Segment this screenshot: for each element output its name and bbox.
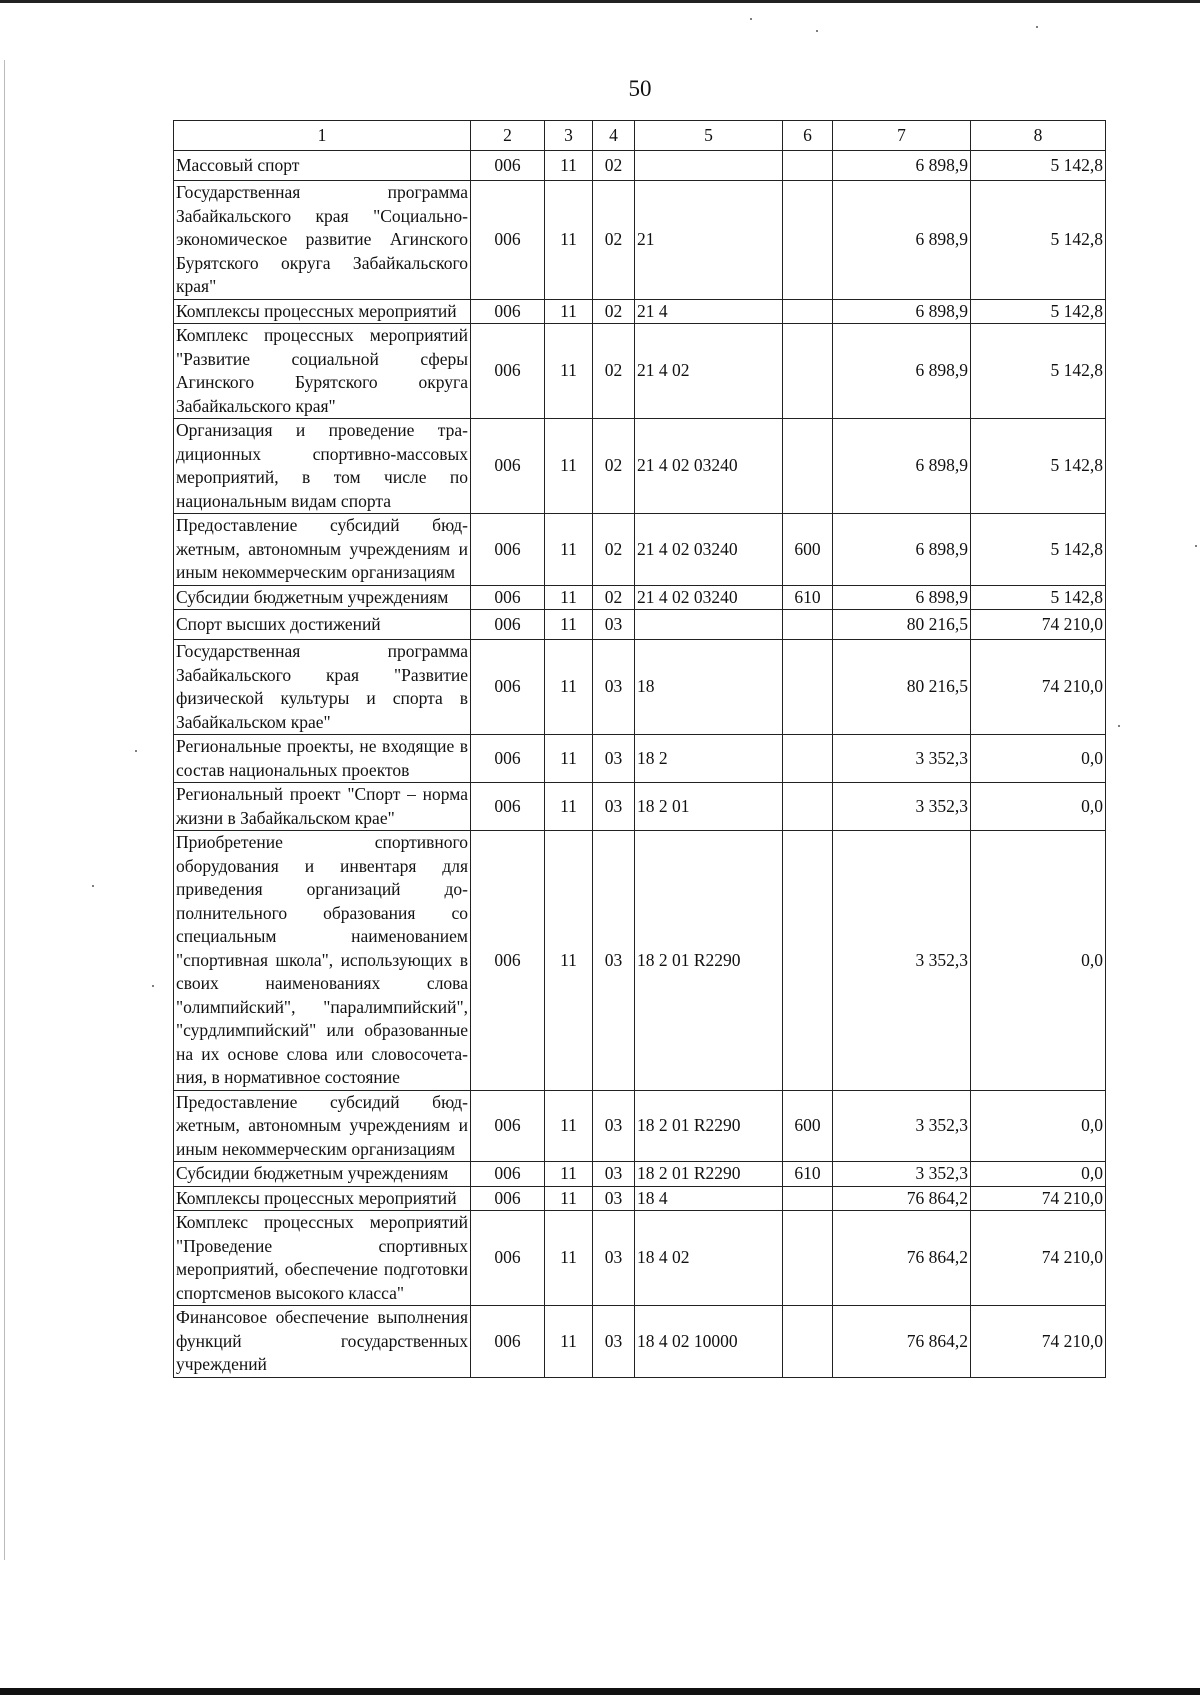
table-row — [174, 419, 1106, 514]
header-col-1: 1 — [174, 121, 471, 151]
row-name-cell: Комплекс процессных мероприятий "Проведение спортивных мероприятий, обеспечение подготовки спортсменов высокого класса" — [174, 1211, 471, 1306]
row-section-cell: 11 — [545, 610, 593, 640]
row-name-cell: Финансовое обеспечение выполнения функций государственных учреждений — [174, 1306, 471, 1378]
row-expense-type-cell — [783, 1306, 833, 1378]
scan-speck — [816, 30, 818, 32]
row-subsection-cell: 03 — [593, 735, 635, 783]
row-section-cell: 11 — [545, 1162, 593, 1187]
row-subsection-cell: 03 — [593, 831, 635, 1091]
header-col-7: 7 — [833, 121, 971, 151]
row-code-cell: 006 — [471, 324, 545, 419]
row-amount-col8-cell: 74 210,0 — [971, 640, 1106, 735]
row-code-cell: 006 — [471, 1306, 545, 1378]
header-col-2: 2 — [471, 121, 545, 151]
table-body — [174, 151, 1106, 1378]
table-row — [174, 324, 1106, 419]
row-section-cell: 11 — [545, 514, 593, 586]
header-col-5: 5 — [635, 121, 783, 151]
row-code-cell: 006 — [471, 299, 545, 324]
budget-table — [173, 120, 1106, 1378]
row-amount-col7-cell: 76 864,2 — [833, 1306, 971, 1378]
row-amount-col7-cell: 6 898,9 — [833, 419, 971, 514]
row-amount-col7-cell: 6 898,9 — [833, 324, 971, 419]
row-amount-col7-cell: 6 898,9 — [833, 151, 971, 181]
row-expense-type-cell — [783, 181, 833, 300]
row-code-cell: 006 — [471, 735, 545, 783]
row-subsection-cell: 02 — [593, 299, 635, 324]
row-subsection-cell: 03 — [593, 1306, 635, 1378]
row-amount-col7-cell: 6 898,9 — [833, 299, 971, 324]
row-subsection-cell: 03 — [593, 1090, 635, 1162]
row-code-cell: 006 — [471, 419, 545, 514]
row-amount-col7-cell: 6 898,9 — [833, 181, 971, 300]
row-amount-col8-cell: 5 142,8 — [971, 419, 1106, 514]
row-code-cell: 006 — [471, 181, 545, 300]
row-target-article-cell: 18 2 01 R2290 — [635, 831, 783, 1091]
row-name-cell: Государственная программа Забайкальского края "Социально-экономическое развитие Агинского Бурятского округа Забайкальского края" — [174, 181, 471, 300]
row-subsection-cell: 03 — [593, 1211, 635, 1306]
row-code-cell: 006 — [471, 585, 545, 610]
table-row — [174, 1162, 1106, 1187]
table-row — [174, 1306, 1106, 1378]
row-code-cell: 006 — [471, 640, 545, 735]
row-expense-type-cell: 600 — [783, 1090, 833, 1162]
row-name-cell: Организация и проведение традиционных спортивно-массовых мероприятий, в том числе по национальным видам спорта — [174, 419, 471, 514]
scan-left-edge — [4, 60, 5, 1560]
row-amount-col7-cell: 6 898,9 — [833, 514, 971, 586]
row-section-cell: 11 — [545, 1211, 593, 1306]
row-section-cell: 11 — [545, 1090, 593, 1162]
row-amount-col8-cell: 5 142,8 — [971, 324, 1106, 419]
row-expense-type-cell — [783, 735, 833, 783]
row-section-cell: 11 — [545, 1306, 593, 1378]
row-expense-type-cell — [783, 783, 833, 831]
table-row — [174, 735, 1106, 783]
row-target-article-cell: 18 4 — [635, 1186, 783, 1211]
scan-speck — [92, 885, 94, 887]
row-code-cell: 006 — [471, 1090, 545, 1162]
row-section-cell: 11 — [545, 1186, 593, 1211]
row-name-cell: Комплекс процессных мероприятий "Развитие социальной сферы Агинского Бурятского округа Забайкальского края" — [174, 324, 471, 419]
row-amount-col8-cell: 74 210,0 — [971, 1306, 1106, 1378]
row-name-cell: Спорт высших достижений — [174, 610, 471, 640]
row-amount-col8-cell: 0,0 — [971, 831, 1106, 1091]
row-amount-col7-cell: 76 864,2 — [833, 1211, 971, 1306]
row-section-cell: 11 — [545, 151, 593, 181]
row-name-cell: Комплексы процессных мероприятий — [174, 1186, 471, 1211]
row-expense-type-cell — [783, 151, 833, 181]
row-target-article-cell: 18 — [635, 640, 783, 735]
row-target-article-cell: 21 4 02 — [635, 324, 783, 419]
scan-speck — [1195, 545, 1197, 547]
scan-speck — [1118, 725, 1120, 727]
row-expense-type-cell: 600 — [783, 514, 833, 586]
row-name-cell: Субсидии бюджетным учреждениям — [174, 585, 471, 610]
row-amount-col7-cell: 3 352,3 — [833, 783, 971, 831]
row-target-article-cell — [635, 151, 783, 181]
row-code-cell: 006 — [471, 831, 545, 1091]
table-row — [174, 181, 1106, 300]
row-code-cell: 006 — [471, 1211, 545, 1306]
scan-speck — [152, 985, 154, 987]
table-row — [174, 1186, 1106, 1211]
row-expense-type-cell — [783, 1186, 833, 1211]
row-amount-col8-cell: 0,0 — [971, 1162, 1106, 1187]
row-section-cell: 11 — [545, 831, 593, 1091]
row-amount-col7-cell: 80 216,5 — [833, 640, 971, 735]
table-row — [174, 1090, 1106, 1162]
row-code-cell: 006 — [471, 783, 545, 831]
row-section-cell: 11 — [545, 640, 593, 735]
row-amount-col8-cell: 5 142,8 — [971, 585, 1106, 610]
row-amount-col7-cell: 3 352,3 — [833, 1090, 971, 1162]
row-code-cell: 006 — [471, 151, 545, 181]
row-target-article-cell: 18 4 02 10000 — [635, 1306, 783, 1378]
row-code-cell: 006 — [471, 1162, 545, 1187]
page-number: 50 — [628, 76, 652, 101]
row-target-article-cell: 18 2 01 — [635, 783, 783, 831]
row-subsection-cell: 03 — [593, 1162, 635, 1187]
row-subsection-cell: 03 — [593, 610, 635, 640]
row-name-cell: Массовый спорт — [174, 151, 471, 181]
row-name-cell: Предоставление субсидий бюджетным, автономным учреждениям и иным некоммерческим организациям — [174, 514, 471, 586]
scan-speck — [1036, 26, 1038, 28]
table-header-row — [174, 121, 1106, 151]
row-amount-col8-cell: 0,0 — [971, 735, 1106, 783]
row-name-cell: Региональный проект "Спорт – норма жизни в Забайкальском крае" — [174, 783, 471, 831]
row-target-article-cell: 21 4 02 03240 — [635, 514, 783, 586]
row-subsection-cell: 03 — [593, 1186, 635, 1211]
row-name-cell: Субсидии бюджетным учреждениям — [174, 1162, 471, 1187]
row-subsection-cell: 03 — [593, 783, 635, 831]
row-expense-type-cell — [783, 610, 833, 640]
row-code-cell: 006 — [471, 610, 545, 640]
row-amount-col8-cell: 74 210,0 — [971, 610, 1106, 640]
row-subsection-cell: 02 — [593, 585, 635, 610]
row-subsection-cell: 02 — [593, 419, 635, 514]
row-name-cell: Региональные проекты, не входящие в состав национальных проектов — [174, 735, 471, 783]
row-section-cell: 11 — [545, 419, 593, 514]
row-target-article-cell: 21 — [635, 181, 783, 300]
row-amount-col7-cell: 6 898,9 — [833, 585, 971, 610]
table-row — [174, 151, 1106, 181]
row-amount-col7-cell: 3 352,3 — [833, 831, 971, 1091]
table-row — [174, 610, 1106, 640]
row-expense-type-cell — [783, 419, 833, 514]
row-target-article-cell: 18 2 01 R2290 — [635, 1090, 783, 1162]
row-subsection-cell: 02 — [593, 181, 635, 300]
row-expense-type-cell — [783, 640, 833, 735]
scan-speck — [750, 18, 752, 20]
table-row — [174, 831, 1106, 1091]
header-col-6: 6 — [783, 121, 833, 151]
row-subsection-cell: 02 — [593, 151, 635, 181]
row-section-cell: 11 — [545, 181, 593, 300]
row-amount-col7-cell: 76 864,2 — [833, 1186, 971, 1211]
table-row — [174, 514, 1106, 586]
row-amount-col8-cell: 5 142,8 — [971, 514, 1106, 586]
row-expense-type-cell — [783, 1211, 833, 1306]
header-col-4: 4 — [593, 121, 635, 151]
row-target-article-cell: 21 4 — [635, 299, 783, 324]
row-target-article-cell: 18 4 02 — [635, 1211, 783, 1306]
row-amount-col8-cell: 5 142,8 — [971, 151, 1106, 181]
row-section-cell: 11 — [545, 735, 593, 783]
header-col-3: 3 — [545, 121, 593, 151]
row-amount-col8-cell: 74 210,0 — [971, 1186, 1106, 1211]
row-amount-col8-cell: 5 142,8 — [971, 181, 1106, 300]
row-amount-col8-cell: 74 210,0 — [971, 1211, 1106, 1306]
table-row — [174, 299, 1106, 324]
row-amount-col8-cell: 0,0 — [971, 1090, 1106, 1162]
row-amount-col7-cell: 80 216,5 — [833, 610, 971, 640]
row-amount-col7-cell: 3 352,3 — [833, 735, 971, 783]
row-expense-type-cell — [783, 831, 833, 1091]
row-amount-col8-cell: 0,0 — [971, 783, 1106, 831]
table-row — [174, 585, 1106, 610]
row-code-cell: 006 — [471, 1186, 545, 1211]
row-expense-type-cell: 610 — [783, 585, 833, 610]
row-target-article-cell: 18 2 01 R2290 — [635, 1162, 783, 1187]
row-code-cell: 006 — [471, 514, 545, 586]
row-section-cell: 11 — [545, 783, 593, 831]
row-section-cell: 11 — [545, 299, 593, 324]
row-subsection-cell: 02 — [593, 324, 635, 419]
row-name-cell: Предоставление субсидий бюджетным, автономным учреждениям и иным некоммерческим организациям — [174, 1090, 471, 1162]
row-section-cell: 11 — [545, 585, 593, 610]
row-subsection-cell: 03 — [593, 640, 635, 735]
row-subsection-cell: 02 — [593, 514, 635, 586]
row-amount-col7-cell: 3 352,3 — [833, 1162, 971, 1187]
header-col-8: 8 — [971, 121, 1106, 151]
table-row — [174, 1211, 1106, 1306]
scan-top-edge — [0, 0, 1200, 3]
table-row — [174, 640, 1106, 735]
row-target-article-cell: 18 2 — [635, 735, 783, 783]
scan-speck — [135, 750, 137, 752]
row-name-cell: Комплексы процессных мероприятий — [174, 299, 471, 324]
row-target-article-cell — [635, 610, 783, 640]
row-expense-type-cell — [783, 324, 833, 419]
row-target-article-cell: 21 4 02 03240 — [635, 419, 783, 514]
table-row — [174, 783, 1106, 831]
row-section-cell: 11 — [545, 324, 593, 419]
row-expense-type-cell — [783, 299, 833, 324]
row-expense-type-cell: 610 — [783, 1162, 833, 1187]
row-name-cell: Приобретение спортивного оборудования и инвентаря для приведения организаций дополнительного образования со специальным наименованием "спортивная школа", использующих в своих наименованиях слова "олимпийский", "паралимпийский", "сурдлимпийский" или образованные на их основе слова или словосочетания, в нормативное состояние — [174, 831, 471, 1091]
row-amount-col8-cell: 5 142,8 — [971, 299, 1106, 324]
row-target-article-cell: 21 4 02 03240 — [635, 585, 783, 610]
row-name-cell: Государственная программа Забайкальского края "Развитие физической культуры и спорта в Забайкальском крае" — [174, 640, 471, 735]
scan-bottom-edge — [0, 1688, 1200, 1695]
